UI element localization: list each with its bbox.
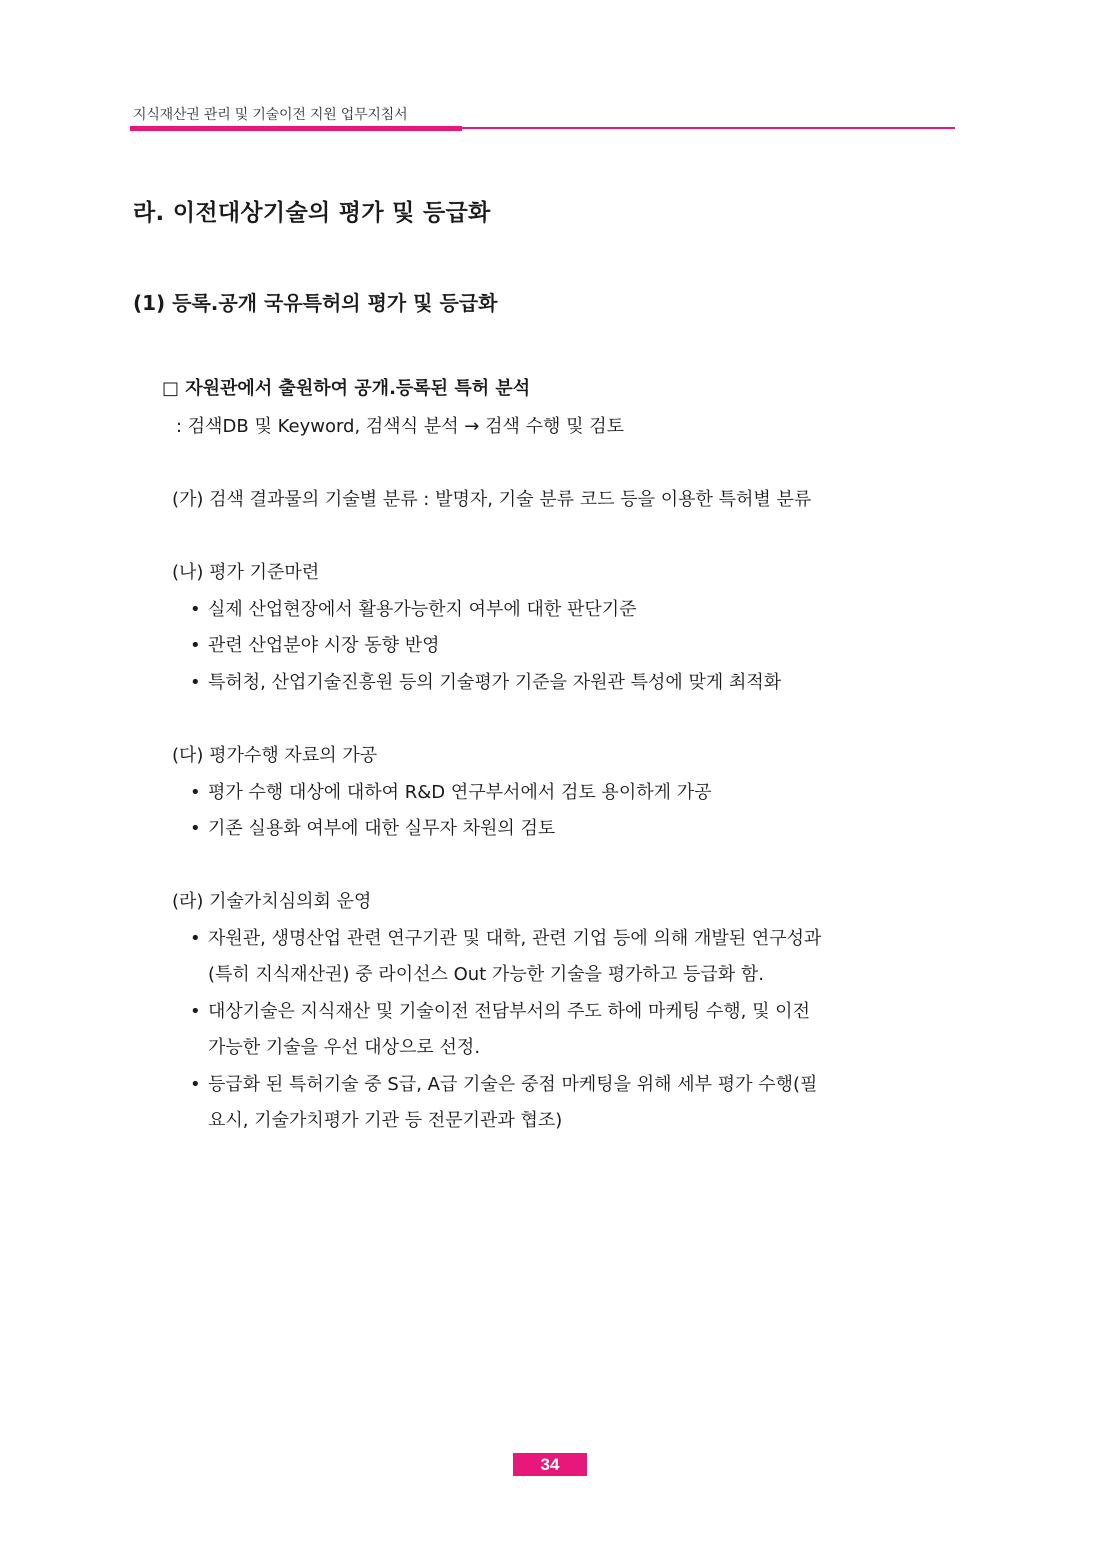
page-number-badge: 34 — [513, 1453, 587, 1476]
section-title: 라. 이전대상기술의 평가 및 등급화 — [133, 200, 491, 226]
list-item: • 평가 수행 대상에 대하여 R&D 연구부서에서 검토 용이하게 가공 — [190, 782, 712, 803]
bullet-icon: • — [190, 1074, 201, 1095]
item-ra-label: (라) 기술가치심의회 운영 — [172, 891, 372, 912]
item-ga: (가) 검색 결과물의 기술별 분류 : 발명자, 기술 분류 코드 등을 이용한 특허별 분류 — [172, 489, 812, 510]
list-item-continuation: 가능한 기술을 우선 대상으로 선정. — [208, 1037, 481, 1058]
bullet-icon: • — [190, 599, 201, 620]
list-item: • 실제 산업현장에서 활용가능한지 여부에 대한 판단기준 — [190, 599, 637, 620]
running-header: 지식재산권 관리 및 기술이전 지원 업무지침서 — [133, 107, 408, 123]
bullet-icon: • — [190, 782, 201, 803]
bullet-icon: • — [190, 672, 201, 693]
list-item-continuation: 요시, 기술가치평가 기관 등 전문기관과 협조) — [208, 1110, 563, 1131]
list-item: • 관련 산업분야 시장 동향 반영 — [190, 635, 440, 656]
subsection-title: (1) 등록.공개 국유특허의 평가 및 등급화 — [133, 291, 498, 315]
list-item: • 대상기술은 지식재산 및 기술이전 전담부서의 주도 하에 마케팅 수행, 및 이전 — [190, 1001, 810, 1022]
list-item: • 등급화 된 특허기술 중 S급, A급 기술은 중점 마케팅을 위해 세부 평가 수행(필 — [190, 1074, 818, 1095]
list-item-continuation: (특히 지식재산권) 중 라이선스 Out 가능한 기술을 평가하고 등급화 함. — [208, 964, 764, 985]
bullet-icon: • — [190, 635, 201, 656]
bullet-icon: • — [190, 818, 201, 839]
bullet-icon: • — [190, 928, 201, 949]
list-item: • 특허청, 산업기술진흥원 등의 기술평가 기준을 자원관 특성에 맞게 최적화 — [190, 672, 782, 693]
item-na-label: (나) 평가 기준마련 — [172, 562, 320, 583]
header-rule-accent — [130, 126, 462, 131]
box-heading: □ 자원관에서 출원하여 공개.등록된 특허 분석 — [162, 378, 531, 399]
list-item: • 기존 실용화 여부에 대한 실무자 차원의 검토 — [190, 818, 556, 839]
bullet-icon: • — [190, 1001, 201, 1022]
list-item: • 자원관, 생명산업 관련 연구기관 및 대학, 관련 기업 등에 의해 개발된 연구성과 — [190, 928, 822, 949]
item-da-label: (다) 평가수행 자료의 가공 — [172, 745, 378, 766]
box-subline: : 검색DB 및 Keyword, 검색식 분석 → 검색 수행 및 검토 — [176, 416, 624, 437]
